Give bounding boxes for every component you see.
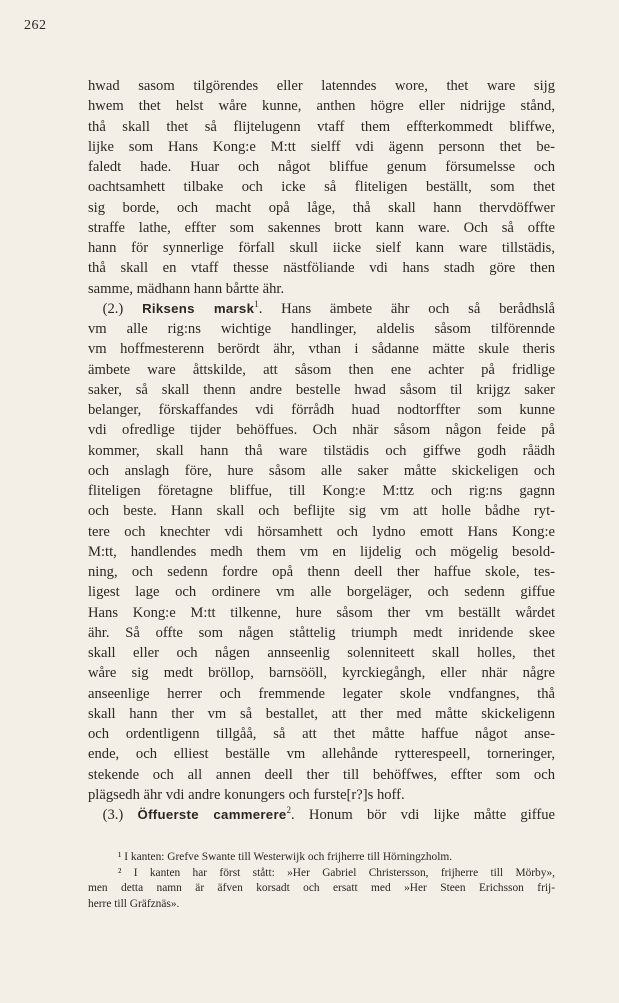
text-line: ähr. Så offte som någen ståttelig triumph medt inridende skee: [88, 624, 555, 641]
page-number: 262: [24, 18, 47, 33]
text-line: straffe lathe, effter som sakennes brott kann ware. Och så offte: [88, 219, 555, 236]
body-text: [88, 76, 555, 825]
text-line: anseenlige herrer och fremmende legater skole vndfangnes, thå: [88, 685, 555, 702]
text-line: oachtsamhett tilbake och icke så fliteligen beställt, som thet: [88, 179, 555, 196]
text-line: och anslagh före, hure såsom alle saker måtte skickeligen och: [88, 462, 555, 479]
text-line: och beste. Hann skall och beflijte sig vm att holle bådhe ryt-: [88, 503, 555, 520]
section-text: . Hans ämbete ähr och så berådhslå: [258, 300, 555, 317]
text-line: hwad sasom tilgörendes eller latenndes wore, thet ware sijg: [88, 78, 555, 94]
text-line: tere och knechter vdi hörsamhett och lydno emott Hans Kong:e: [88, 523, 555, 540]
text-line: kommer, skall hann thå ware tilstädis och giffwe godh råädh: [88, 442, 555, 459]
text-line: thå skall thet så flijtelugenn vtaff them effterkommedt bliffwe,: [88, 118, 555, 135]
text-line: hann för synnerlige förfall skull iicke sielf kann ware tillstädis,: [88, 240, 555, 256]
text-line: fliteligen företagne bliffue, till Kong:e M:ttz och rig:ns gagnn: [88, 483, 555, 499]
text-line: lijke som Hans Kong:e M:tt sielff vdi ägenn personn thet be-: [88, 138, 555, 155]
section-heading: Riksens marsk: [142, 300, 255, 316]
text-line: ende, och elliest beställe vm allehånde rytterespeell, torneringer,: [88, 746, 555, 763]
section-number: (3.): [102, 807, 124, 823]
text-line: thå skall en vtaff thesse nästföliande vdi hans stadh göre then: [88, 260, 555, 277]
text-line: hwem thet helst wåre kunne, anthen högre eller nidrijge stånd,: [88, 98, 555, 115]
text-line: Hans Kong:e M:tt tilkenne, hure såsom ther vm beställt wårdet: [88, 604, 555, 621]
footnote-1: ¹ I kanten: Grefve Swante till Westerwijk och frijherre till Hörningzholm.: [118, 851, 453, 863]
text-line: plägsedh ähr vdi andre konungers och furste[r?]s hoff.: [88, 786, 405, 803]
section-2-first-line: [88, 299, 555, 319]
text-line: sig borde, och macht opå låge, thå skall hann thervdöffwer: [88, 199, 555, 216]
text-line: stekende och all annen deell ther till behöffwes, effter som och: [88, 766, 555, 783]
footnote-2: ² I kanten har först stått: »Her Gabriel Christersson, frijherre till Mörby»,: [118, 866, 555, 879]
text-line: samme, mädhann hann bårtte ähr.: [88, 280, 285, 297]
footnote-2-cont: men detta namn är äfven korsadt och ersatt med »Her Steen Erichsson frij-: [88, 882, 555, 895]
footnote-ref: 1: [254, 298, 259, 309]
footnote-2-cont: herre till Gräfznäs».: [88, 897, 180, 910]
text-line: vm hoffmesterenn berördt ähr, vthan i sådanne mätte skule theris: [88, 341, 555, 358]
text-line: faledt hade. Huar och något bliffue genum försumelsse och: [88, 159, 555, 175]
footnotes: [88, 850, 555, 912]
text-line: ligest lage och ordinere vm alle borgeläger, och sedenn giffue: [88, 584, 555, 601]
section-number: (2.): [102, 300, 124, 317]
text-line: M:tt, handlendes medh them vm en lijdelig och mögelig besold-: [88, 543, 555, 560]
text-line: belanger, förskaffandes vdi förrådh huad nodtorffter som kunne: [88, 402, 555, 418]
text-line: och ordentligenn tillgåå, så att thet måtte haffue något anse-: [88, 726, 555, 742]
section-text: . Honum bör vdi lijke måtte giffue: [291, 807, 556, 823]
text-line: skall hann ther vm så bestallet, att ther med måtte skickeligenn: [88, 705, 555, 722]
text-line: vdi ofredlige tijder behöffues. Och nhär såsom någon feide på: [88, 422, 555, 439]
section-3-first-line: [88, 805, 555, 825]
text-line: ämbete ware åttskilde, att såsom then ene achter på fridlige: [88, 361, 555, 378]
text-line: vm alle rig:ns wichtige handlinger, aldelis såsom tilförennde: [88, 321, 555, 337]
section-heading: Öffuerste cammerere: [137, 807, 287, 822]
text-line: wåre sig medt bröllop, barnsööll, kyrckiegångh, eller nhär någre: [88, 665, 555, 682]
text-line: skall eller och någen annseenlig solenniteett skall holles, thet: [88, 645, 555, 661]
text-line: ning, och sedenn fordre opå thenn deell ther haffue skole, tes-: [88, 564, 555, 580]
footnote-ref: 2: [286, 805, 292, 816]
text-line: saker, så skall thenn andre bestelle hwad såsom til krijgz saker: [88, 381, 555, 398]
